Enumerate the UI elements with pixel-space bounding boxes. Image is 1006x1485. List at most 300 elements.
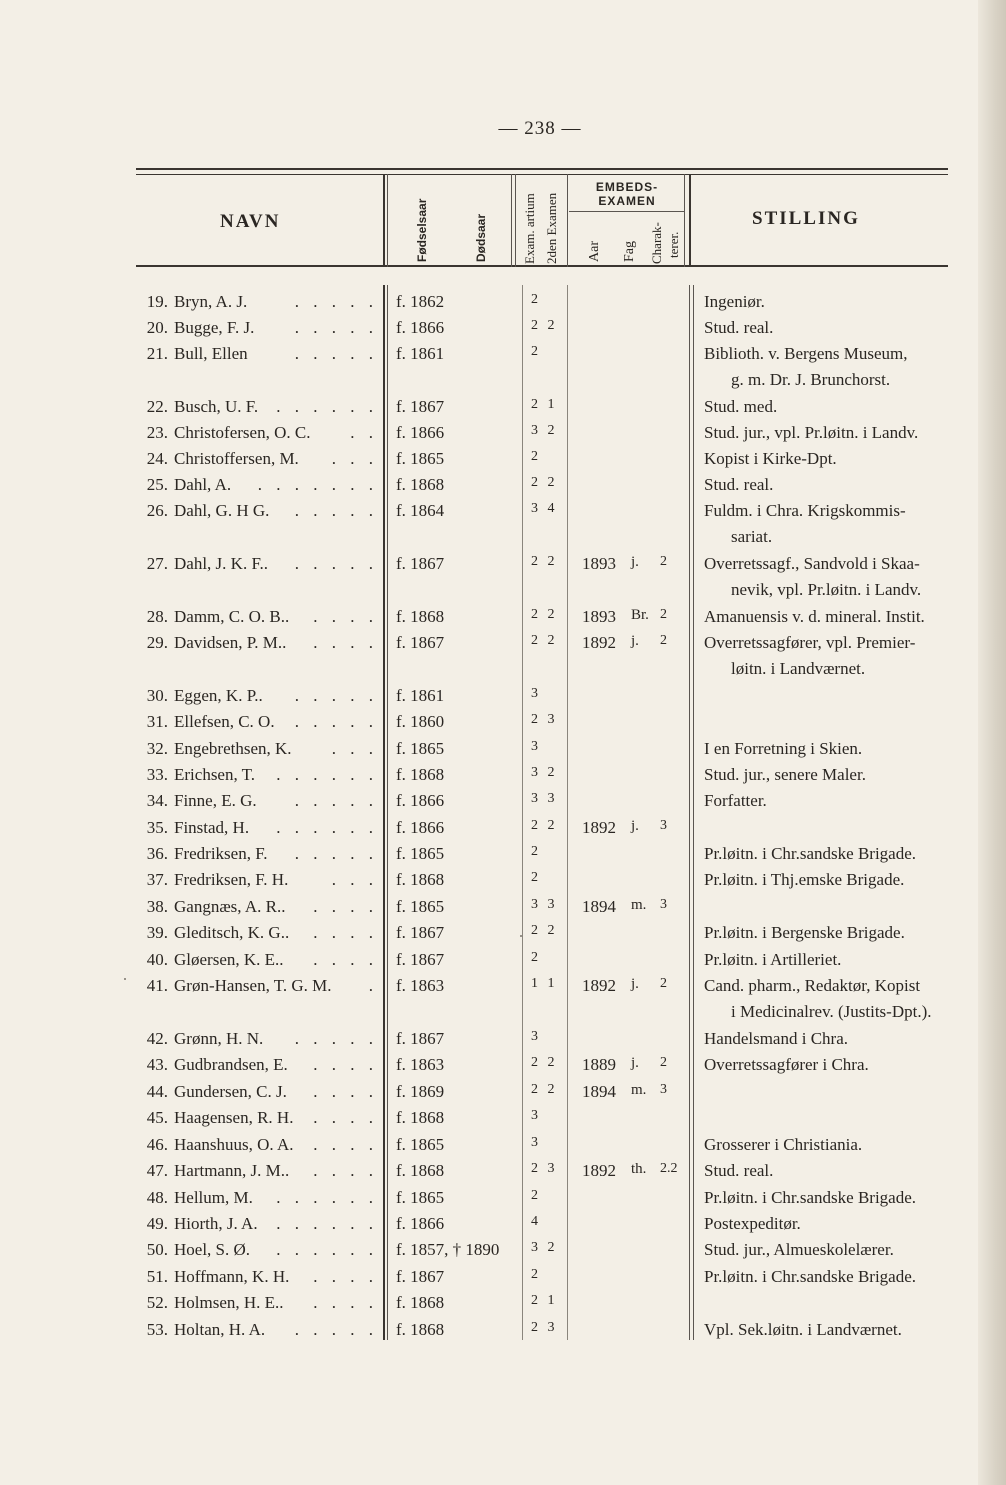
embeds-sub-rule	[569, 211, 684, 212]
person-name	[174, 1055, 378, 1075]
row-number: 46.	[146, 1135, 168, 1154]
name-text: Fredriksen, F.	[174, 844, 268, 863]
exam-grades: 2	[531, 1267, 541, 1282]
person-name	[174, 1029, 378, 1049]
leader-dots: . . . . .	[294, 712, 378, 731]
table-row	[0, 1240, 1006, 1266]
person-name	[174, 344, 378, 364]
embeds-fag: m.	[631, 1082, 647, 1098]
row-number: 24.	[146, 449, 168, 468]
name-text: Ellefsen, C. O.	[174, 712, 275, 731]
row-number: 23.	[146, 423, 168, 442]
name-text: Finstad, H.	[174, 818, 250, 837]
leader-dots: .	[368, 976, 378, 995]
table-row	[0, 976, 1006, 1021]
name-text: Busch, U. F.	[174, 397, 259, 416]
stilling: Vpl. Sek.løitn. i Landværnet.	[704, 1320, 902, 1339]
leader-dots: . . . . . .	[276, 818, 378, 837]
exam-grades: 3 3	[531, 897, 558, 912]
stilling: Postexpeditør.	[704, 1214, 801, 1233]
embeds-charakter: 3	[660, 1082, 667, 1097]
stilling: Kopist i Kirke-Dpt.	[704, 449, 837, 468]
stilling: Overretssagfører, vpl. Premier-	[704, 633, 916, 652]
name-text: Finne, E. G.	[174, 791, 257, 810]
stilling: Grosserer i Christiania.	[704, 1135, 863, 1154]
table-row	[0, 712, 1006, 738]
leader-dots: . . . .	[313, 1108, 378, 1127]
embeds-aar: 1889	[582, 1055, 616, 1074]
birth-year: f. 1867	[396, 923, 445, 942]
row-number: 47.	[146, 1161, 168, 1180]
exam-grades: 2 1	[531, 1293, 558, 1308]
birth-year: f. 1864	[396, 501, 445, 520]
row-number: 22.	[146, 397, 168, 416]
leader-dots: . . . .	[313, 1161, 378, 1180]
table-row	[0, 765, 1006, 791]
embeds-fag: Br.	[631, 607, 649, 623]
embeds-fag: th.	[631, 1161, 647, 1177]
leader-dots: . . . .	[313, 897, 378, 916]
leader-dots: . . . .	[313, 1267, 378, 1286]
person-name	[174, 818, 378, 838]
name-text: Holmsen, H. E..	[174, 1293, 284, 1312]
exam-grades: 3 3	[531, 791, 558, 806]
person-name	[174, 1188, 378, 1208]
row-number: 28.	[146, 607, 168, 626]
embeds-aar: 1893	[582, 607, 616, 626]
birth-year: f. 1867	[396, 1267, 445, 1286]
hdr-vline-2	[511, 174, 512, 267]
exam-grades: 3	[531, 739, 541, 754]
exam-grades: 2 3	[531, 1320, 558, 1335]
name-text: Christoffersen, M.	[174, 449, 299, 468]
name-text: Fredriksen, F. H.	[174, 870, 289, 889]
exam-grades: 2 2	[531, 818, 558, 833]
name-text: Christofersen, O. C.	[174, 423, 311, 442]
exam-grades: 2 2	[531, 607, 558, 622]
name-text: Holtan, H. A.	[174, 1320, 266, 1339]
embeds-aar: 1892	[582, 633, 616, 652]
header-charakterer-2: terer.	[666, 231, 681, 258]
table-row	[0, 397, 1006, 423]
leader-dots: . . . . .	[294, 554, 378, 573]
exam-grades: 2 2	[531, 318, 558, 333]
table-row	[0, 1293, 1006, 1319]
row-number: 53.	[146, 1320, 168, 1339]
leader-dots: . . . .	[313, 923, 378, 942]
table-row	[0, 292, 1006, 318]
birth-year: f. 1865	[396, 1188, 445, 1207]
hdr-vline-2b	[515, 174, 516, 267]
table-row	[0, 791, 1006, 817]
birth-year: f. 1865	[396, 1135, 445, 1154]
exam-grades: 2 2	[531, 1082, 558, 1097]
stilling-continued: g. m. Dr. J. Brunchorst.	[731, 370, 891, 389]
table-row	[0, 501, 1006, 546]
embeds-fag: j.	[631, 554, 639, 570]
row-number: 41.	[146, 976, 168, 995]
stilling: Fuldm. i Chra. Krigskommis-	[704, 501, 906, 520]
birth-year: f. 1857, † 1890	[396, 1240, 500, 1259]
row-number: 40.	[146, 950, 168, 969]
stilling: Pr.løitn. i Bergenske Brigade.	[704, 923, 905, 942]
leader-dots: . . . . .	[294, 844, 378, 863]
embeds-charakter: 2	[660, 633, 667, 648]
header-dodsaar: Dødsaar	[474, 213, 488, 262]
birth-year: f. 1866	[396, 1214, 445, 1233]
birth-year: f. 1863	[396, 976, 445, 995]
row-number: 35.	[146, 818, 168, 837]
stilling: Stud. real.	[704, 1161, 774, 1180]
name-text: Dahl, G. H G.	[174, 501, 270, 520]
exam-grades: 3	[531, 686, 541, 701]
exam-grades: 2 2	[531, 923, 558, 938]
row-number: 30.	[146, 686, 168, 705]
embeds-charakter: 3	[660, 818, 667, 833]
birth-year: f. 1868	[396, 1320, 445, 1339]
page-number: — 238 —	[498, 118, 582, 139]
row-number: 44.	[146, 1082, 168, 1101]
table-row	[0, 1135, 1006, 1161]
person-name	[174, 318, 378, 338]
person-name	[174, 1267, 378, 1287]
name-text: Haagensen, R. H.	[174, 1108, 294, 1127]
leader-dots: . . . .	[313, 950, 378, 969]
person-name	[174, 1240, 378, 1260]
stilling-continued: løitn. i Landværnet.	[731, 659, 866, 678]
header-charakterer-1: Charak-	[649, 222, 664, 264]
birth-year: f. 1868	[396, 870, 445, 889]
header-embeds-line1: EMBEDS-	[595, 180, 659, 194]
stilling-continued: nevik, vpl. Pr.løitn. i Landv.	[731, 580, 922, 599]
birth-year: f. 1866	[396, 318, 445, 337]
row-number: 52.	[146, 1293, 168, 1312]
header-fodselsaar: Fødselsaar	[415, 198, 429, 262]
birth-year: f. 1865	[396, 844, 445, 863]
stilling: Handelsmand i Chra.	[704, 1029, 848, 1048]
header-top-rule-2	[136, 174, 948, 175]
row-number: 25.	[146, 475, 168, 494]
birth-year: f. 1868	[396, 1108, 445, 1127]
birth-year: f. 1863	[396, 1055, 445, 1074]
stilling-continued: i Medicinalrev. (Justits-Dpt.).	[731, 1002, 932, 1021]
table-row	[0, 844, 1006, 870]
person-name	[174, 423, 378, 443]
leader-dots: . . . . .	[294, 501, 378, 520]
exam-grades: 3 2	[531, 1240, 558, 1255]
table-row	[0, 1055, 1006, 1081]
table-row	[0, 475, 1006, 501]
leader-dots: . . . . . .	[276, 765, 378, 784]
exam-grades: 2	[531, 844, 541, 859]
hdr-vline-3	[567, 174, 568, 267]
hdr-vline-5	[689, 174, 691, 267]
name-text: Dahl, J. K. F..	[174, 554, 269, 573]
person-name	[174, 765, 378, 785]
birth-year: f. 1867	[396, 950, 445, 969]
table-row	[0, 923, 1006, 949]
stilling-continued: sariat.	[731, 527, 773, 546]
row-number: 27.	[146, 554, 168, 573]
table-row	[0, 554, 1006, 599]
header-top-rule	[136, 168, 948, 170]
row-number: 34.	[146, 791, 168, 810]
leader-dots: . . . . .	[294, 791, 378, 810]
person-name	[174, 501, 378, 521]
table-row	[0, 449, 1006, 475]
exam-grades: 3 4	[531, 501, 558, 516]
embeds-fag: j.	[631, 1055, 639, 1071]
birth-year: f. 1861	[396, 686, 445, 705]
header-bottom-rule	[136, 265, 948, 267]
person-name	[174, 1082, 378, 1102]
header-navn: NAVN	[220, 211, 281, 232]
row-number: 42.	[146, 1029, 168, 1048]
header-anden-examen: 2den Examen	[544, 192, 559, 264]
embeds-charakter: 2	[660, 607, 667, 622]
leader-dots: . . .	[331, 870, 378, 889]
header-fag: Fag	[622, 241, 637, 262]
table-row	[0, 870, 1006, 896]
birth-year: f. 1860	[396, 712, 445, 731]
exam-grades: 2 2	[531, 475, 558, 490]
row-number: 31.	[146, 712, 168, 731]
person-name	[174, 1320, 378, 1340]
exam-grades: 2 1	[531, 397, 558, 412]
table-row	[0, 1082, 1006, 1108]
name-text: Hiorth, J. A.	[174, 1214, 258, 1233]
leader-dots: . . . . .	[294, 686, 378, 705]
name-text: Grønn, H. N.	[174, 1029, 264, 1048]
row-number: 38.	[146, 897, 168, 916]
name-text: Erichsen, T.	[174, 765, 256, 784]
leader-dots: . . . .	[313, 607, 378, 626]
exam-grades: 3	[531, 1135, 541, 1150]
birth-year: f. 1867	[396, 1029, 445, 1048]
table-row	[0, 633, 1006, 678]
embeds-fag: j.	[631, 818, 639, 834]
stilling: Stud. real.	[704, 318, 774, 337]
stilling: Stud. jur., Almueskolelærer.	[704, 1240, 894, 1259]
table-row	[0, 686, 1006, 712]
stilling: Pr.løitn. i Thj.emske Brigade.	[704, 870, 905, 889]
row-number: 26.	[146, 501, 168, 520]
birth-year: f. 1868	[396, 1293, 445, 1312]
row-number: 32.	[146, 739, 168, 758]
table-row	[0, 344, 1006, 389]
exam-grades: 3	[531, 1029, 541, 1044]
exam-grades: 2	[531, 870, 541, 885]
table-row	[0, 318, 1006, 344]
leader-dots: . . . . . .	[276, 1240, 378, 1259]
name-text: Hoffmann, K. H.	[174, 1267, 290, 1286]
birth-year: f. 1868	[396, 765, 445, 784]
name-text: Haanshuus, O. A.	[174, 1135, 294, 1154]
row-number: 29.	[146, 633, 168, 652]
name-text: Gangnæs, A. R..	[174, 897, 286, 916]
table-row	[0, 1029, 1006, 1055]
embeds-aar: 1893	[582, 554, 616, 573]
name-text: Gleditsch, K. G..	[174, 923, 290, 942]
header-exam-artium: Exam. artium	[522, 193, 537, 264]
birth-year: f. 1868	[396, 475, 445, 494]
leader-dots: . . . . .	[294, 318, 378, 337]
embeds-aar: 1894	[582, 1082, 616, 1101]
exam-grades: 2	[531, 950, 541, 965]
birth-year: f. 1865	[396, 449, 445, 468]
stilling: Pr.løitn. i Artilleriet.	[704, 950, 842, 969]
row-number: 45.	[146, 1108, 168, 1127]
person-name	[174, 976, 378, 996]
row-number: 49.	[146, 1214, 168, 1233]
stilling: Stud. real.	[704, 475, 774, 494]
hdr-vline-1	[383, 174, 385, 267]
row-number: 19.	[146, 292, 168, 311]
person-name	[174, 475, 378, 495]
leader-dots: . . .	[331, 449, 378, 468]
leader-dots: . . . . .	[294, 1029, 378, 1048]
row-number: 37.	[146, 870, 168, 889]
person-name	[174, 633, 378, 653]
person-name	[174, 292, 378, 312]
embeds-charakter: 2	[660, 976, 667, 991]
name-text: Gudbrandsen, E.	[174, 1055, 288, 1074]
embeds-charakter: 2	[660, 554, 667, 569]
stilling: Overretssagf., Sandvold i Skaa-	[704, 554, 920, 573]
table-row	[0, 739, 1006, 765]
row-number: 36.	[146, 844, 168, 863]
embeds-aar: 1892	[582, 976, 616, 995]
birth-year: f. 1862	[396, 292, 445, 311]
person-name	[174, 607, 378, 627]
stilling: Pr.løitn. i Chr.sandske Brigade.	[704, 1267, 917, 1286]
person-name	[174, 1161, 378, 1181]
exam-grades: 2 2	[531, 633, 558, 648]
table-row	[0, 607, 1006, 633]
row-number: 39.	[146, 923, 168, 942]
leader-dots: . .	[350, 423, 378, 442]
person-name	[174, 923, 378, 943]
stilling: Overretssagfører i Chra.	[704, 1055, 869, 1074]
table-row	[0, 818, 1006, 844]
leader-dots: . . . .	[313, 1135, 378, 1154]
table-row	[0, 423, 1006, 449]
embeds-aar: 1892	[582, 818, 616, 837]
stilling: Ingeniør.	[704, 292, 765, 311]
leader-dots: . . . . . .	[276, 397, 378, 416]
header-aar: Aar	[587, 241, 602, 262]
name-text: Gundersen, C. J.	[174, 1082, 287, 1101]
stilling: Pr.løitn. i Chr.sandske Brigade.	[704, 1188, 917, 1207]
leader-dots: . . . .	[313, 633, 378, 652]
person-name	[174, 791, 378, 811]
stilling: Stud. jur., senere Maler.	[704, 765, 866, 784]
leader-dots: . . . .	[313, 1293, 378, 1312]
exam-grades: 2 3	[531, 1161, 558, 1176]
embeds-aar: 1892	[582, 1161, 616, 1180]
table-row	[0, 1320, 1006, 1346]
row-number: 50.	[146, 1240, 168, 1259]
person-name	[174, 897, 378, 917]
person-name	[174, 844, 378, 864]
exam-grades: 3 2	[531, 765, 558, 780]
stilling: Pr.løitn. i Chr.sandske Brigade.	[704, 844, 917, 863]
exam-grades: 2 2	[531, 1055, 558, 1070]
table-row	[0, 1161, 1006, 1187]
exam-grades: 3 2	[531, 423, 558, 438]
exam-grades: 1 1	[531, 976, 558, 991]
table-row	[0, 1188, 1006, 1214]
birth-year: f. 1868	[396, 607, 445, 626]
birth-year: f. 1865	[396, 897, 445, 916]
leader-dots: . . .	[331, 739, 378, 758]
person-name	[174, 950, 378, 970]
embeds-charakter: 2.2	[660, 1161, 678, 1176]
person-name	[174, 1214, 378, 1234]
leader-dots: . . . . .	[294, 344, 378, 363]
header-embeds-line2: EXAMEN	[598, 194, 656, 208]
birth-year: f. 1866	[396, 818, 445, 837]
exam-grades: 3	[531, 1108, 541, 1123]
name-text: Grøn-Hansen, T. G. M.	[174, 976, 332, 995]
exam-grades: 2	[531, 1188, 541, 1203]
row-number: 20.	[146, 318, 168, 337]
embeds-aar: 1894	[582, 897, 616, 916]
exam-grades: 2 3	[531, 712, 558, 727]
leader-dots: . . . . .	[294, 292, 378, 311]
exam-grades: 2	[531, 292, 541, 307]
person-name	[174, 1293, 378, 1313]
name-text: Bull, Ellen	[174, 344, 248, 363]
row-number: 21.	[146, 344, 168, 363]
stilling: Amanuensis v. d. mineral. Instit.	[704, 607, 925, 626]
exam-grades: 2 2	[531, 554, 558, 569]
table-row	[0, 1214, 1006, 1240]
person-name	[174, 397, 378, 417]
birth-year: f. 1869	[396, 1082, 445, 1101]
header-stilling: STILLING	[752, 208, 860, 229]
exam-grades: 4	[531, 1214, 541, 1229]
header-embedsexamen	[575, 180, 679, 208]
person-name	[174, 870, 378, 890]
embeds-fag: j.	[631, 976, 639, 992]
person-name	[174, 554, 378, 574]
name-text: Bugge, F. J.	[174, 318, 255, 337]
leader-dots: . . . .	[313, 1082, 378, 1101]
name-text: Engebrethsen, K.	[174, 739, 292, 758]
leader-dots: . . . . . .	[276, 1188, 378, 1207]
row-number: 43.	[146, 1055, 168, 1074]
person-name	[174, 1135, 378, 1155]
exam-grades: 2	[531, 449, 541, 464]
leader-dots: . . . .	[313, 1055, 378, 1074]
exam-grades: 2	[531, 344, 541, 359]
name-text: Hartmann, J. M..	[174, 1161, 290, 1180]
name-text: Gløersen, K. E..	[174, 950, 284, 969]
birth-year: f. 1866	[396, 423, 445, 442]
stilling: Cand. pharm., Redaktør, Kopist	[704, 976, 921, 995]
stilling: Biblioth. v. Bergens Museum,	[704, 344, 908, 363]
leader-dots: . . . . .	[294, 1320, 378, 1339]
embeds-fag: m.	[631, 897, 647, 913]
stilling: Stud. jur., vpl. Pr.løitn. i Landv.	[704, 423, 919, 442]
person-name	[174, 739, 378, 759]
birth-year: f. 1867	[396, 633, 445, 652]
hdr-vline-1b	[387, 174, 388, 267]
birth-year: f. 1867	[396, 397, 445, 416]
row-number: 51.	[146, 1267, 168, 1286]
birth-year: f. 1868	[396, 1161, 445, 1180]
